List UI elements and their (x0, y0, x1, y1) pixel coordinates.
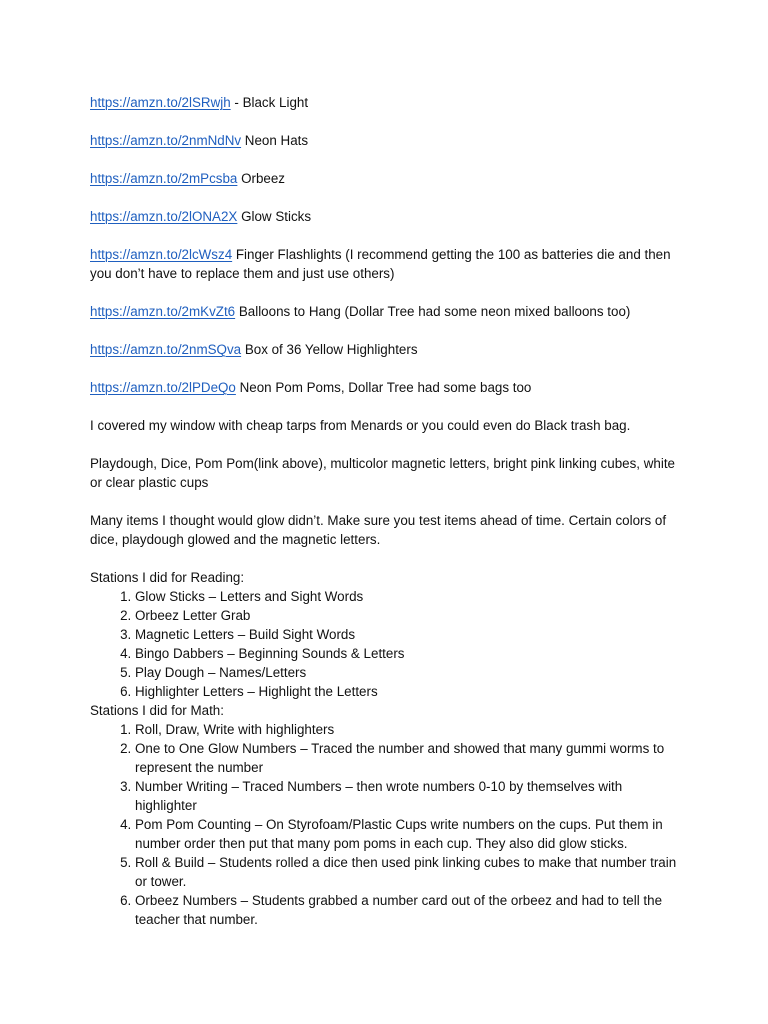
list-item: 5. Play Dough – Names/Letters (135, 663, 682, 682)
link-glow-sticks[interactable]: https://amzn.to/2lONA2X (90, 209, 238, 224)
link-finger-flashlights[interactable]: https://amzn.to/2lcWsz4 (90, 247, 233, 262)
link-desc: Box of 36 Yellow Highlighters (241, 342, 418, 357)
link-desc: Finger Flashlights (I recommend getting the 100 as batteries die and then you don’t have to replace them and just use others) (90, 247, 671, 281)
list-item: 3. Magnetic Letters – Build Sight Words (135, 625, 682, 644)
list-item: 4. Bingo Dabbers – Beginning Sounds & Letters (135, 644, 682, 663)
math-heading: Stations I did for Math: (90, 703, 224, 718)
link-line-finger-flashlights (90, 245, 682, 283)
link-line-orbeez (90, 169, 682, 188)
link-line-pom-poms (90, 378, 682, 397)
link-balloons[interactable]: https://amzn.to/2mKvZt6 (90, 304, 236, 319)
link-desc: - Black Light (230, 95, 309, 110)
link-orbeez[interactable]: https://amzn.to/2mPcsba (90, 171, 238, 186)
document-page (90, 93, 682, 929)
link-desc: Neon Hats (241, 133, 309, 148)
link-desc: Neon Pom Poms, Dollar Tree had some bags too (235, 380, 532, 395)
link-neon-hats[interactable]: https://amzn.to/2nmNdNv (90, 133, 242, 148)
list-item: 1. Glow Sticks – Letters and Sight Words (135, 587, 682, 606)
link-line-neon-hats (90, 131, 682, 150)
link-line-highlighters (90, 340, 682, 359)
list-item: 5. Roll & Build – Students rolled a dice then used pink linking cubes to make that number train or tower. (135, 853, 682, 891)
paragraph-test: Many items I thought would glow didn’t. Make sure you test items ahead of time. Certain colors of dice, playdough glowed and the magnetic letters. (90, 513, 667, 547)
link-line-black-light (90, 93, 682, 112)
paragraph-window: I covered my window with cheap tarps from Menards or you could even do Black trash bag. (90, 418, 631, 433)
link-desc: Orbeez (237, 171, 286, 186)
math-stations-list (90, 720, 682, 929)
list-item: 6. Highlighter Letters – Highlight the Letters (135, 682, 682, 701)
list-item: 2. One to One Glow Numbers – Traced the number and showed that many gummi worms to represent the number (135, 739, 682, 777)
link-pom-poms[interactable]: https://amzn.to/2lPDeQo (90, 380, 236, 395)
link-desc: Balloons to Hang (Dollar Tree had some neon mixed balloons too) (235, 304, 631, 319)
link-line-balloons (90, 302, 682, 321)
link-highlighters[interactable]: https://amzn.to/2nmSQva (90, 342, 242, 357)
list-item: 4. Pom Pom Counting – On Styrofoam/Plastic Cups write numbers on the cups. Put them in number order then put that many pom poms in each cup. They also did glow sticks. (135, 815, 682, 853)
reading-heading: Stations I did for Reading: (90, 570, 245, 585)
link-desc: Glow Sticks (237, 209, 312, 224)
list-item: 1. Roll, Draw, Write with highlighters (135, 720, 682, 739)
reading-stations-list (90, 587, 682, 701)
list-item: 6. Orbeez Numbers – Students grabbed a number card out of the orbeez and had to tell the teacher that number. (135, 891, 682, 929)
link-line-glow-sticks (90, 207, 682, 226)
link-black-light[interactable]: https://amzn.to/2lSRwjh (90, 95, 231, 110)
paragraph-materials: Playdough, Dice, Pom Pom(link above), multicolor magnetic letters, bright pink linking cubes, white or clear plastic cups (90, 456, 675, 490)
list-item: 3. Number Writing – Traced Numbers – then wrote numbers 0-10 by themselves with highlighter (135, 777, 682, 815)
list-item: 2. Orbeez Letter Grab (135, 606, 682, 625)
